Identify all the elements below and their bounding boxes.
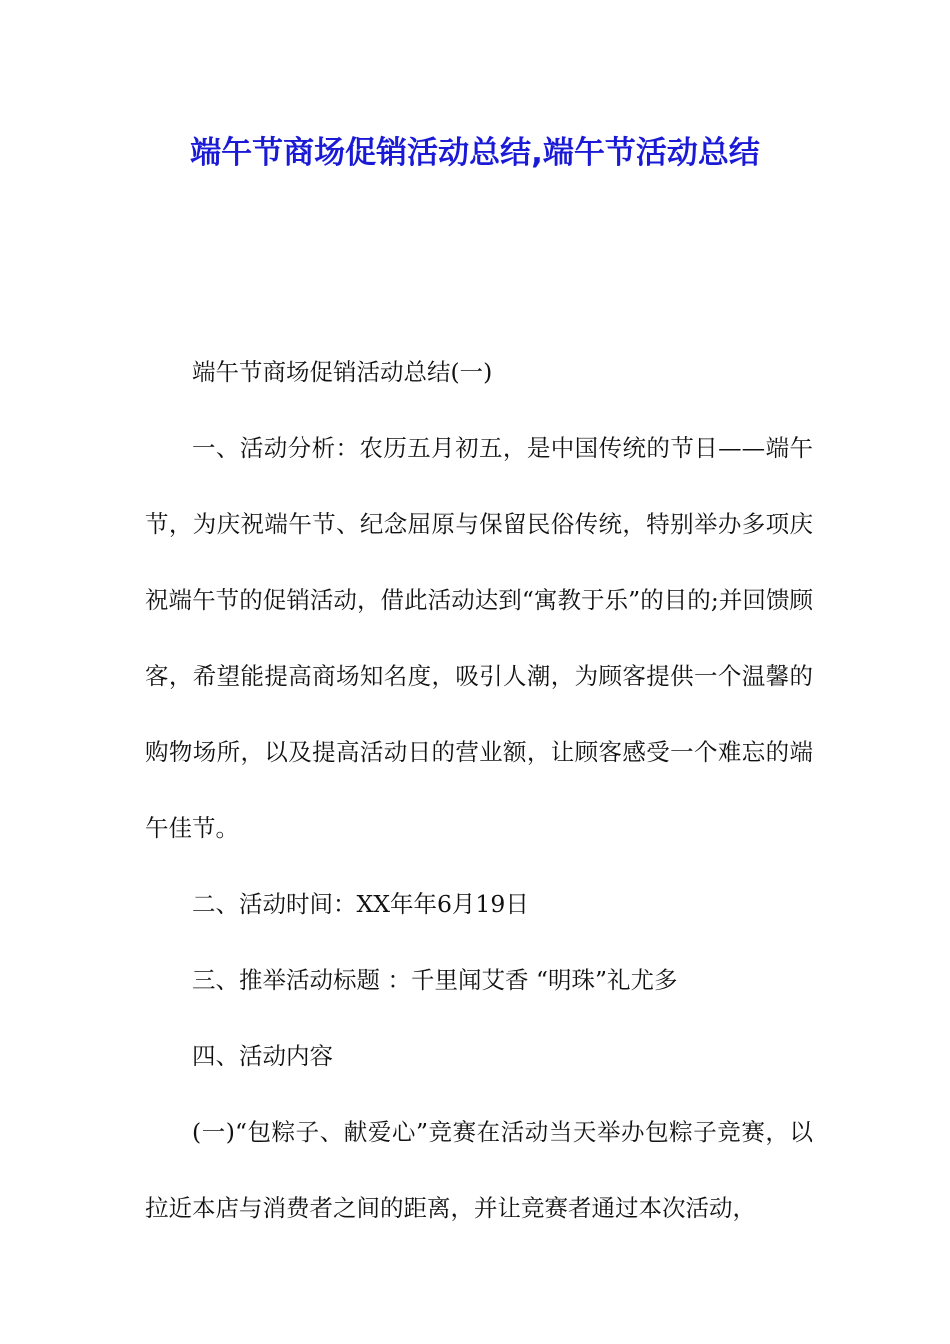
paragraph-activity-analysis: 一、活动分析：农历五月初五，是中国传统的节日——端午节，为庆祝端午节、纪念屈原与保留民俗传统，特别举办多项庆祝端午节的促销活动，借此活动达到“寓教于乐”的目的;并回馈顾客，希望能提高商场知名度，吸引人潮，为顾客提供一个温馨的购物场所，以及提高活动日的营业额，让顾客感受一个难忘的端午佳节。: [145, 434, 813, 842]
paragraph-zongzi-contest: (一)“包粽子、献爱心”竞赛在活动当天举办包粽子竞赛，以拉近本店与消费者之间的距离，并让竞赛者通过本次活动，: [145, 1118, 813, 1222]
paragraph-activity-time: 二、活动时间：XX年年6月19日: [192, 890, 529, 918]
section-heading: 端午节商场促销活动总结(一): [192, 358, 493, 386]
document-title: 端午节商场促销活动总结,端午节活动总结: [190, 135, 760, 171]
document-body: [145, 334, 813, 1246]
paragraph-activity-content: 四、活动内容: [192, 1042, 333, 1070]
paragraph-activity-title: 三、推举活动标题 ：千里闻艾香 “明珠”礼尤多: [192, 966, 678, 994]
